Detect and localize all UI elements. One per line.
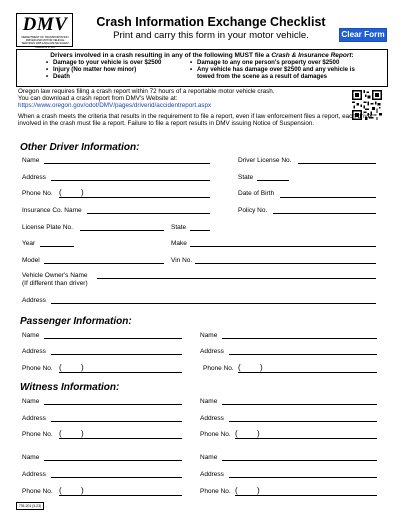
phone-area-open: (: [238, 363, 241, 372]
passenger-2-name-label: Name: [200, 332, 218, 339]
info-paragraph-1: [18, 89, 348, 109]
witness-4-name-label: Name: [200, 454, 218, 461]
phone-area-open: (: [59, 486, 62, 495]
witness-3-name-field[interactable]: [44, 460, 182, 461]
bullet-death: • Death: [53, 74, 70, 81]
phone-area-open: (: [59, 429, 62, 438]
phone-area-close: ): [81, 429, 84, 438]
witness-1-address-field[interactable]: [51, 421, 182, 422]
license-number-label: Driver License No.: [238, 157, 292, 164]
witness-2-phone-field[interactable]: [235, 438, 377, 439]
phone-area-open: (: [235, 486, 238, 495]
phone-area-close: ): [260, 363, 263, 372]
phone-area-open: (: [59, 188, 62, 197]
notice-heading-post: :: [351, 52, 354, 59]
phone-area-close: ): [257, 429, 260, 438]
witness-3-name-label: Name: [22, 454, 40, 461]
phone-area-close: ): [257, 486, 260, 495]
other-driver-name-field[interactable]: [44, 163, 210, 164]
info-line-download: You can download a crash report from DMV's Website at:: [18, 94, 178, 102]
vin-label: Vin No.: [171, 257, 193, 264]
phone-area-close: ): [81, 363, 84, 372]
section-heading-other-driver: Other Driver Information:: [20, 142, 140, 153]
policy-field[interactable]: [273, 213, 376, 214]
notice-heading-report-name: Crash & Insurance Report: [271, 52, 352, 59]
witness-3-address-field[interactable]: [51, 477, 182, 478]
phone-area-open: (: [59, 363, 62, 372]
page-title: Crash Information Exchange Checklist: [96, 15, 326, 29]
year-label: Year: [22, 240, 36, 247]
dmv-logo: [16, 13, 73, 47]
witness-1-name-label: Name: [22, 398, 40, 405]
witness-1-name-field[interactable]: [44, 404, 182, 405]
witness-4-phone-label: Phone No.: [200, 488, 231, 495]
vin-field[interactable]: [195, 263, 376, 264]
notice-heading: [17, 52, 387, 59]
license-number-field[interactable]: [298, 163, 376, 164]
notice-heading-pre: Drivers involved in a crash resulting in any of the following MUST file a: [50, 52, 272, 59]
owner-address-label: Address: [22, 297, 46, 304]
other-driver-phone-field[interactable]: [59, 197, 210, 198]
page-subtitle: Print and carry this form in your motor vehicle.: [113, 30, 309, 41]
witness-2-phone-label: Phone No.: [200, 431, 231, 438]
witness-1-phone-field[interactable]: [59, 438, 182, 439]
witness-1-phone-label: Phone No.: [22, 431, 53, 438]
passenger-2-address-label: Address: [200, 348, 224, 355]
model-field[interactable]: [44, 263, 164, 264]
year-field[interactable]: [40, 246, 74, 247]
plate-state-label: State: [171, 224, 187, 231]
other-driver-name-label: Name: [22, 157, 40, 164]
other-driver-phone-label: Phone No.: [22, 190, 53, 197]
passenger-2-phone-field[interactable]: [238, 372, 377, 373]
plate-label: License Plate No.: [22, 224, 73, 231]
phone-area-close: ): [81, 486, 84, 495]
policy-label: Policy No.: [238, 207, 268, 214]
other-driver-state-field[interactable]: [257, 180, 289, 181]
model-label: Model: [22, 257, 40, 264]
passenger-1-address-label: Address: [22, 348, 46, 355]
passenger-2-address-field[interactable]: [229, 354, 377, 355]
logo-subtext: DEPARTMENT OF TRANSPORTATION DRIVER AND MOTOR VEHICLE SERVICES 1905 LANA AVE NE SALEM OREGON 97314: [21, 35, 69, 49]
info-line-72-hours: Oregon law requires filing a crash report within 72 hours of a reportable motor vehicle crash.: [18, 88, 275, 95]
section-heading-passenger: Passenger Information:: [20, 316, 132, 327]
passenger-1-phone-field[interactable]: [59, 372, 182, 373]
bullet-any-vehicle-damage: • Any vehicle has damage over $2500 and any vehicle is: [197, 67, 355, 74]
passenger-1-name-field[interactable]: [44, 338, 182, 339]
owner-name-label: Vehicle Owner's Name: [22, 272, 88, 279]
phone-area-open: (: [235, 429, 238, 438]
passenger-1-address-field[interactable]: [51, 354, 182, 355]
witness-4-address-label: Address: [200, 471, 224, 478]
make-label: Make: [171, 240, 187, 247]
witness-3-phone-label: Phone No.: [22, 488, 53, 495]
bullet-property-damage: • Damage to any one person's property over $2500: [197, 60, 339, 67]
insurance-field[interactable]: [87, 213, 210, 214]
plate-state-field[interactable]: [190, 230, 210, 231]
other-driver-state-label: State: [238, 174, 254, 181]
bullet-towed-continuation: towed from the scene as a result of damages: [197, 73, 328, 80]
witness-2-name-label: Name: [200, 398, 218, 405]
other-driver-address-label: Address: [22, 174, 46, 181]
witness-2-name-field[interactable]: [222, 404, 377, 405]
form-number: 735-201 (3-23): [16, 502, 44, 510]
witness-3-address-label: Address: [22, 471, 46, 478]
passenger-2-name-field[interactable]: [222, 338, 377, 339]
witness-4-name-field[interactable]: [222, 460, 377, 461]
dob-label: Date of Birth: [238, 190, 275, 197]
clear-form-button[interactable]: Clear Form: [339, 28, 387, 42]
witness-2-address-label: Address: [200, 415, 224, 422]
owner-name-field[interactable]: [97, 278, 376, 279]
plate-field[interactable]: [80, 230, 164, 231]
passenger-1-name-label: Name: [22, 332, 40, 339]
passenger-1-phone-label: Phone No.: [22, 365, 53, 372]
witness-1-address-label: Address: [22, 415, 46, 422]
info-paragraph-2: When a crash meets the criteria that results in the requirement to file a report, even if law enforcement files a report, each driver involved in the crash must file a report. Failure to file a report results in DMV issuing Notice of Suspension.: [18, 113, 374, 127]
reporting-requirements-box: [16, 49, 388, 87]
passenger-2-phone-label: Phone No.: [203, 365, 234, 372]
bullet-damage-own-vehicle: • Damage to your vehicle is over $2500: [53, 60, 161, 67]
insurance-label: Insurance Co. Name: [22, 207, 82, 214]
witness-4-address-field[interactable]: [229, 477, 377, 478]
witness-3-phone-field[interactable]: [59, 495, 182, 496]
witness-2-address-field[interactable]: [229, 421, 377, 422]
bullet-injury: • Injury (No matter how minor): [53, 67, 136, 74]
logo-wordmark: DMV: [22, 14, 68, 35]
witness-4-phone-field[interactable]: [235, 495, 377, 496]
owner-address-field[interactable]: [51, 303, 376, 304]
section-heading-witness: Witness Information:: [20, 382, 120, 393]
make-field[interactable]: [190, 246, 376, 247]
crash-report-link[interactable]: https://www.oregon.gov/odot/DMV/pages/driverid/accidentreport.aspx: [18, 101, 212, 109]
dob-field[interactable]: [280, 197, 376, 198]
owner-name-note: (If different than driver): [22, 280, 88, 287]
phone-area-close: ): [81, 188, 84, 197]
other-driver-address-field[interactable]: [51, 180, 210, 181]
